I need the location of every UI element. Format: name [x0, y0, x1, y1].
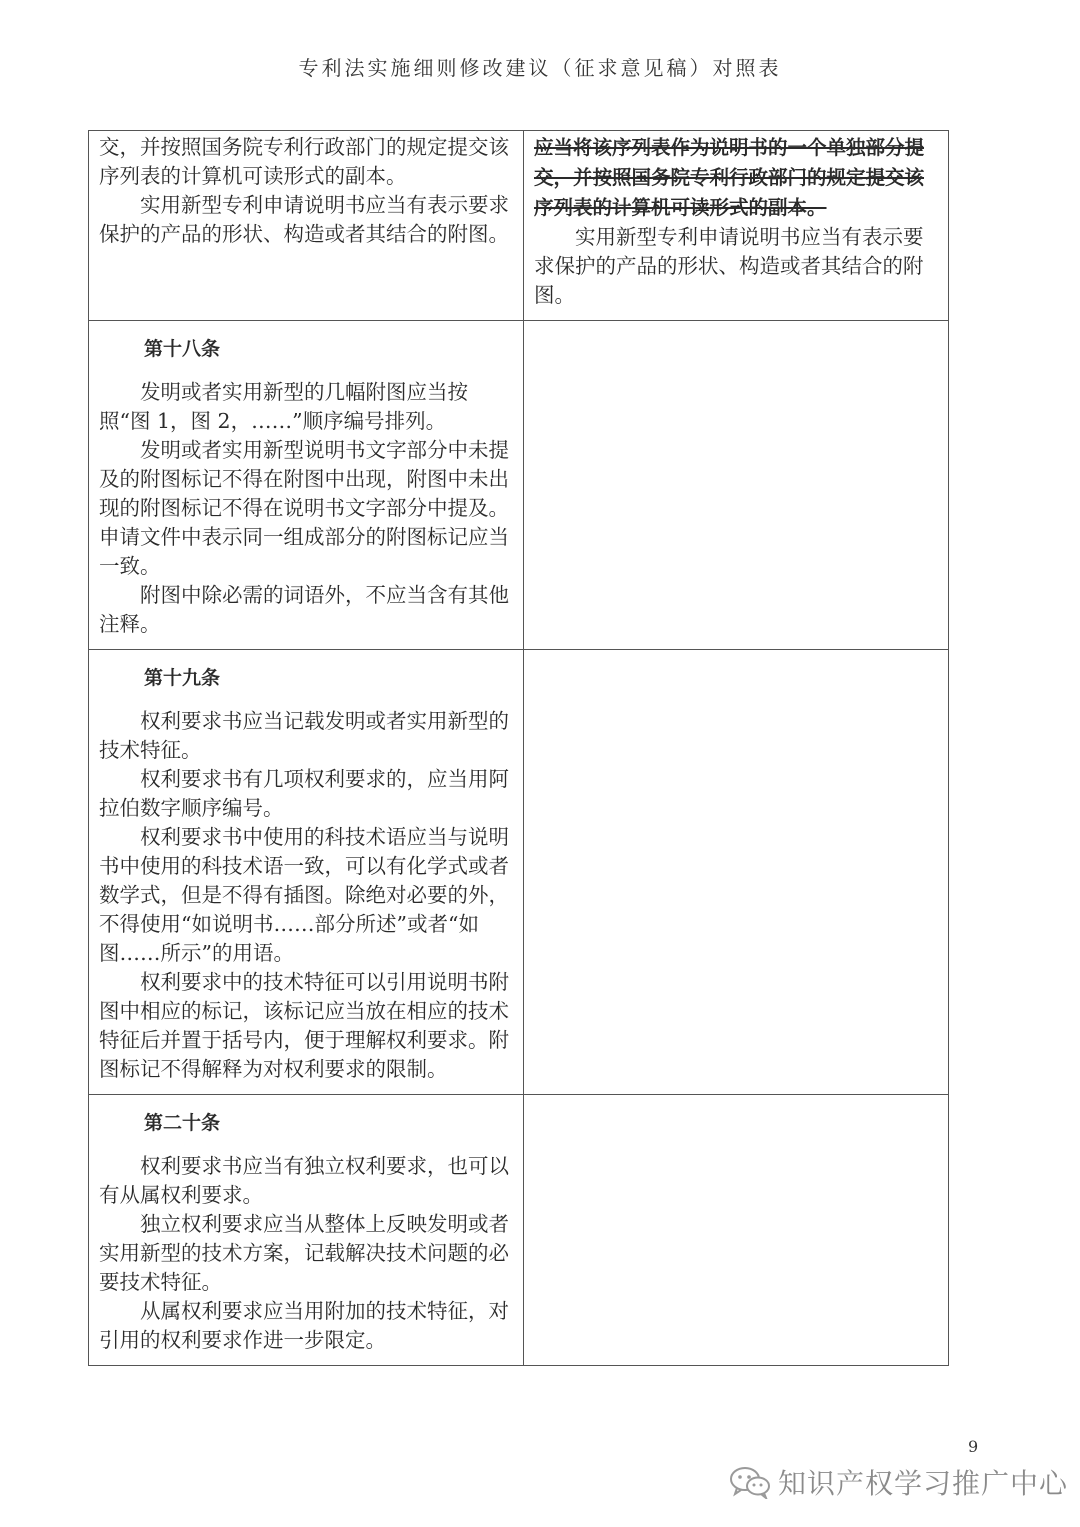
original-text-cell: [89, 321, 524, 650]
paragraph: 发明或者实用新型说明书文字部分中未提及的附图标记不得在附图中出现，附图中未出现的附图标记不得在说明书文字部分中提及。申请文件中表示同一组成部分的附图标记应当一致。: [99, 438, 509, 578]
paragraph: 实用新型专利申请说明书应当有表示要求保护的产品的形状、构造或者其结合的附图。: [99, 193, 509, 246]
paragraph: 权利要求书有几项权利要求的，应当用阿拉伯数字顺序编号。: [99, 767, 509, 820]
revision-text-cell: [524, 1095, 949, 1366]
paragraph: 实用新型专利申请说明书应当有表示要求保护的产品的形状、构造或者其结合的附图。: [534, 225, 924, 307]
original-text-cell: [89, 650, 524, 1095]
paragraph: 交，并按照国务院专利行政部门的规定提交该序列表的计算机可读形式的副本。: [99, 135, 509, 188]
paragraph: 权利要求中的技术特征可以引用说明书附图中相应的标记，该标记应当放在相应的技术特征后并置于括号内，便于理解权利要求。附图标记不得解释为对权利要求的限制。: [99, 970, 509, 1081]
wechat-icon: [728, 1465, 772, 1499]
table-row: [89, 1095, 949, 1366]
paragraph: 独立权利要求应当从整体上反映发明或者实用新型的技术方案，记载解决技术问题的必要技术特征。: [99, 1212, 509, 1294]
paragraph: 从属权利要求应当用附加的技术特征，对引用的权利要求作进一步限定。: [99, 1299, 509, 1352]
paragraph: 发明或者实用新型的几幅附图应当按照“图 1，图 2，……”顺序编号排列。: [99, 380, 468, 433]
deleted-text: 应当将该序列表作为说明书的一个单独部分提交，并按照国务院专利行政部门的规定提交该序列表的计算机可读形式的副本。: [534, 136, 925, 219]
paragraph: 附图中除必需的词语外，不应当含有其他注释。: [99, 583, 509, 636]
revision-text-cell: [524, 131, 949, 321]
article-title: 第十九条: [144, 667, 221, 689]
page-number: 9: [968, 1437, 979, 1456]
article-title: 第十八条: [144, 338, 221, 360]
revision-text-cell: [524, 321, 949, 650]
table-row: [89, 131, 949, 321]
article-title: 第二十条: [144, 1112, 221, 1134]
watermark-text: 知识产权学习推广中心: [778, 1467, 1069, 1500]
paragraph: 权利要求书应当有独立权利要求，也可以有从属权利要求。: [99, 1154, 509, 1207]
table-row: [89, 650, 949, 1095]
table-row: [89, 321, 949, 650]
page-header: 专利法实施细则修改建议（征求意见稿）对照表: [298, 56, 782, 80]
revision-text-cell: [524, 650, 949, 1095]
original-text-cell: [89, 131, 524, 321]
paragraph: 权利要求书应当记载发明或者实用新型的技术特征。: [99, 709, 509, 762]
paragraph: 权利要求书中使用的科技术语应当与说明书中使用的科技术语一致，可以有化学式或者数学式，但是不得有插图。除绝对必要的外，不得使用“如说明书……部分所述”或者“如图……所示”的用语。: [99, 825, 509, 965]
comparison-table: [88, 130, 949, 1366]
original-text-cell: [89, 1095, 524, 1366]
watermark: [728, 1462, 1068, 1502]
